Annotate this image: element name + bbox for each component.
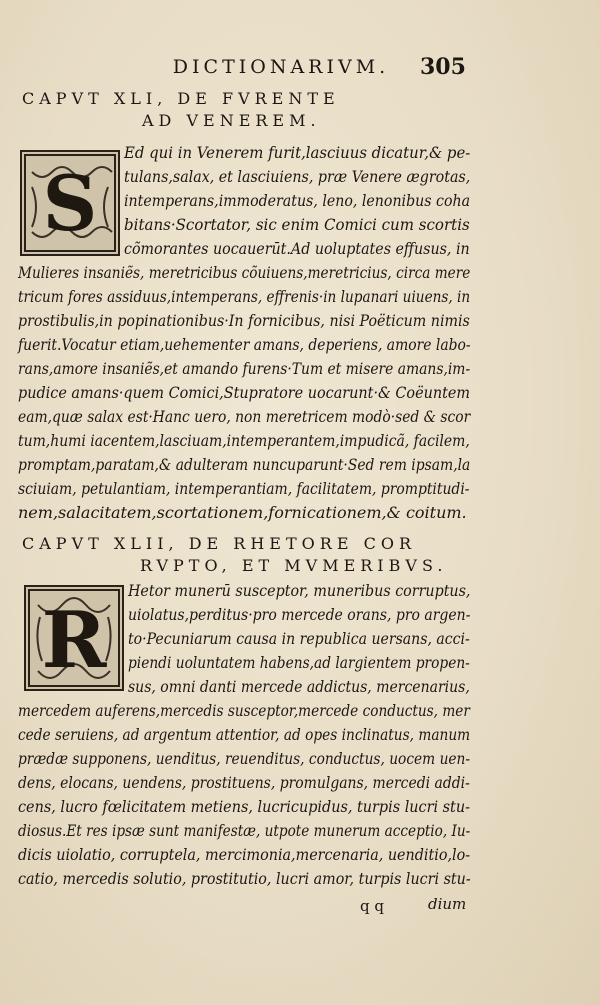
text-line: fuerit.Vocatur etiam,uehementer amans, deperiens, amore labo- [18,335,471,354]
text-line: dens, elocans, uendens, prostituens, promulgans, mercedi addi- [18,773,470,792]
text-line: Hetor munerū susceptor, muneribus corruptus, [128,581,471,600]
svg-text:R: R [41,595,107,686]
text-line: Ed qui in Venerem furit,lasciuus dicatur,& pe- [124,143,471,162]
chapter-heading-line2: RVPTO, ET MVMERIBVS. [140,556,448,575]
text-line: dicis uiolatio, corruptela, mercimonia,mercenaria, uenditio,lo- [18,845,471,864]
text-line: piendi uoluntatem habens,ad largientem propen- [128,653,470,672]
text-line: bitans·Scortator, sic enim Comici cum scortis [124,215,470,234]
text-line: rans,amore insaniẽs,et amando furens·Tum et misere amans,im- [18,359,471,378]
text-line: mercedem auferens,mercedis susceptor,mercede conductus, mer [18,701,470,720]
svg-text:S: S [42,159,98,248]
text-line: catio, mercedis solutio, prostitutio, lucri amor, turpis lucri stu- [18,869,471,888]
text-line: cens, lucro fœlicitatem metiens, lucricupidus, turpis lucri stu- [18,797,470,816]
text-line: tum,humi iacentem,lasciuam,intemperantem,impudicã, facilem, [18,431,470,450]
text-line: prædæ supponens, uenditus, reuenditus, conductus, uocem uen- [18,749,471,768]
text-line: promptam,paratam,& adulteram nuncuparunt·Sed rem ipsam,la [18,455,471,474]
decorated-initial-r [24,585,124,691]
text-line: sciuiam, petulantiam, intemperantiam, facilitatem, promptitudi- [18,479,470,498]
chapter-heading-line2: AD VENEREM. [142,111,321,130]
signature-mark: q q [360,897,384,915]
text-line: cõmorantes uocauerūt.Ad uoluptates effusus, in [124,239,470,258]
chapter-heading-line1: CAPVT XLII, DE RHETORE COR [22,534,416,553]
text-line: prostibulis,in popinationibus·In fornicibus, nisi Poëticum nimis [18,311,470,330]
text-line: tulans,salax, et lasciuiens, præ Venere ægrotas, [124,167,471,186]
text-line: pudice amans·quem Comici,Stupratore uocarunt·& Coëuntem [18,383,471,402]
page-number: 305 [420,54,466,80]
text-line: eam,quæ salax est·Hanc uero, non meretricem modò·sed & scor [18,407,471,426]
text-line: uiolatus,perditus·pro mercede orans, pro argen- [128,605,471,624]
chapter-heading-42 [22,533,462,577]
text-line: nem,salacitatem,scortationem,fornicationem,& coitum. [18,503,467,522]
chapter-heading-41 [22,88,462,132]
text-line: to·Pecuniarum causa in republica uersans, acci- [128,629,470,648]
catchword: dium [428,895,467,913]
text-line: Mulieres insaniẽs, meretricibus cõuiuens,meretricius, circa mere [18,263,471,282]
chapter-heading-line1: CAPVT XLI, DE FVRENTE [22,89,340,108]
text-line: sus, omni danti mercede addictus, mercenarius, [128,677,470,696]
text-line: tricum fores assiduus,intemperans, effrenis·in lupanari uiuens, in [18,287,471,306]
text-line: cede seruiens, ad argentum attentior, ad opes inclinatus, manum [18,725,471,744]
decorated-initial-s [20,150,120,256]
running-title: DICTIONARIVM. [172,56,390,78]
text-line: diosus.Et res ipsæ sunt manifestæ, utpote munerum acceptio, Iu- [18,821,471,840]
text-line: intemperans,immoderatus, leno, lenonibus coha [124,191,471,210]
